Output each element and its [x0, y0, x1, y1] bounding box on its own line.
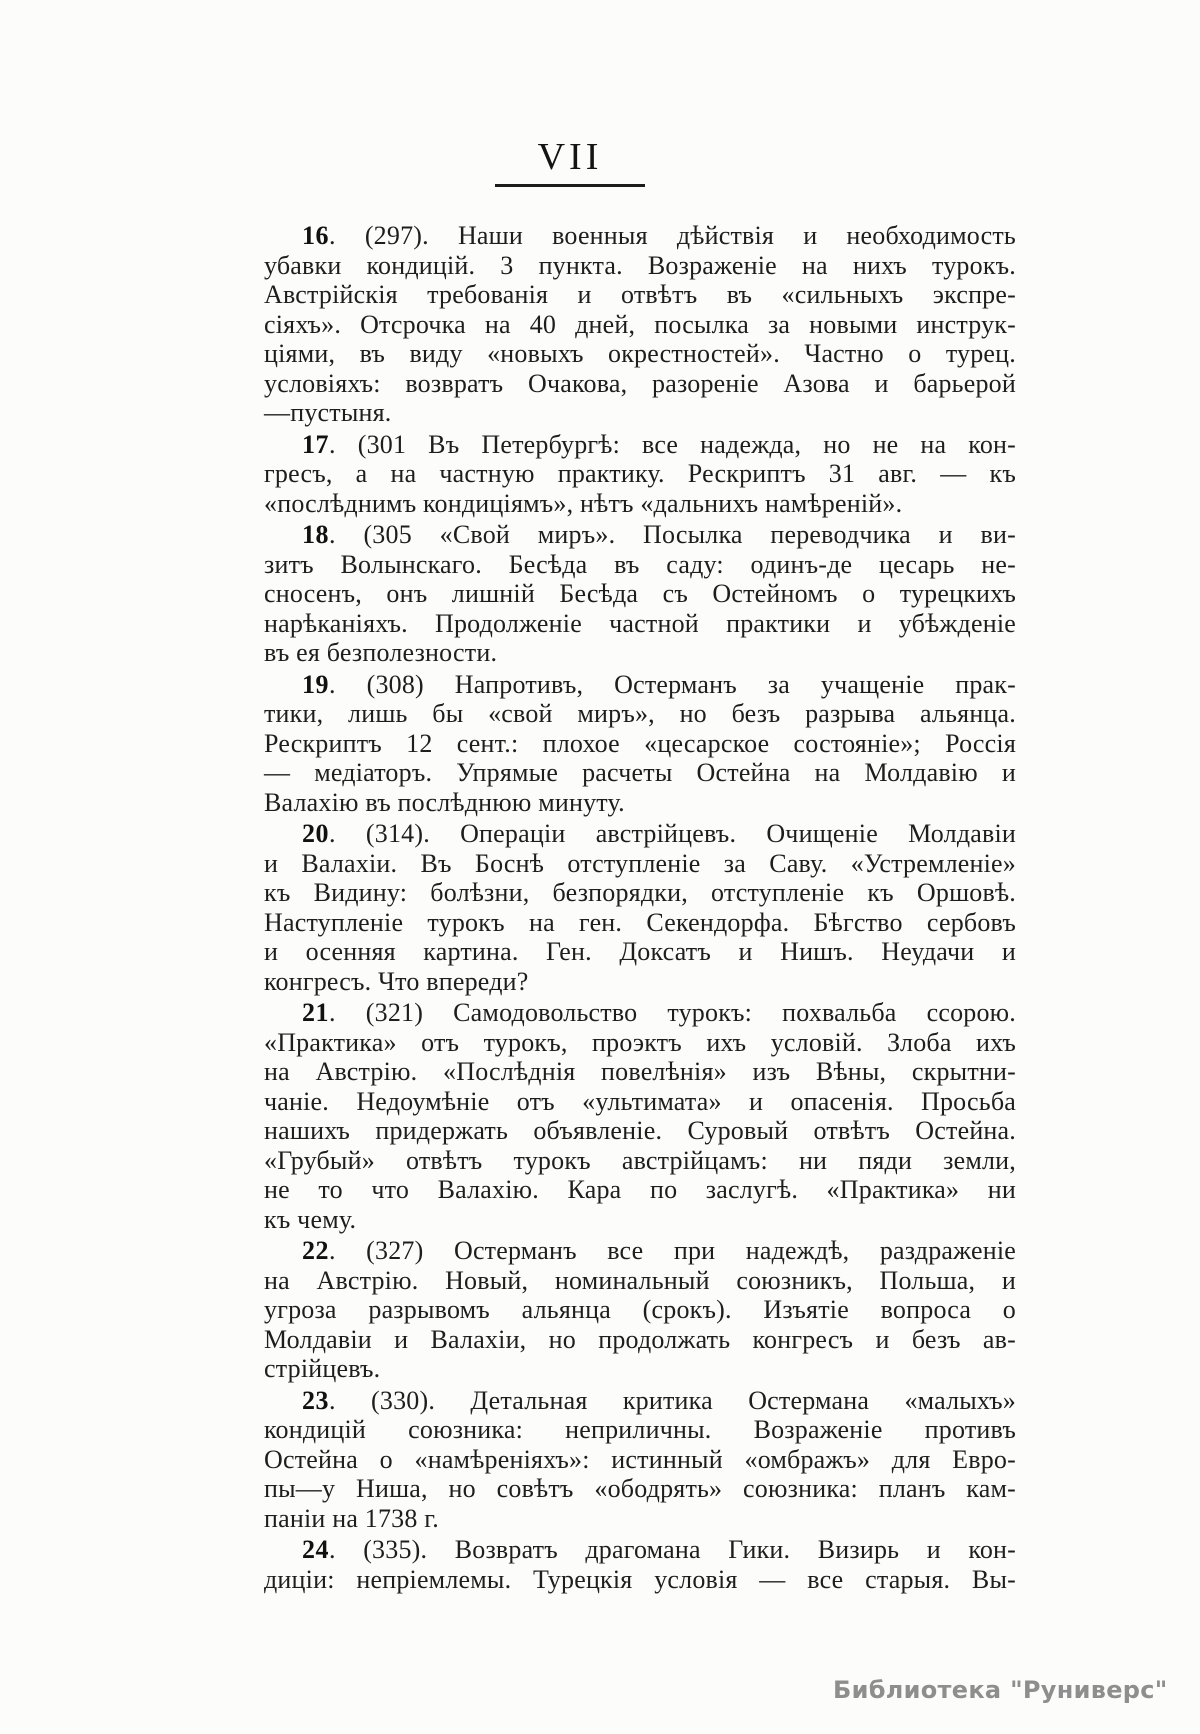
- entry-text-line: Австрійскія требованія и отвѣтъ въ «сильныхъ экспре-: [264, 280, 1016, 309]
- entry-text-line: сіяхъ». Отсрочка на 40 дней, посылка за новыми инструк-: [264, 309, 1016, 339]
- entry-text-line: Остейна о «намѣреніяхъ»: истинный «омбражъ» для Евро-: [264, 1444, 1016, 1474]
- entry-number: 24: [302, 1535, 329, 1564]
- entry-text-line: Молдавіи и Валахіи, но продолжать конгресъ и безъ ав-: [264, 1324, 1016, 1354]
- entry-text-line: конгресъ. Что впереди?: [264, 966, 529, 996]
- entry-text-line: кондицій союзника: неприличны. Возраженіе противъ: [264, 1415, 1016, 1444]
- entry-text-line: нарѣканіяхъ. Продолженіе частной практики и убѣжденіе: [264, 608, 1016, 638]
- entry-text-line: паніи на 1738 г.: [264, 1503, 439, 1533]
- entry-text-line: къ Видину: болѣзни, безпорядки, отступленіе къ Оршовѣ.: [264, 878, 1016, 907]
- entry-first-line: 17. (301 Въ Петербургѣ: все надежда, но не на кон-: [302, 429, 1016, 459]
- entry-number: 19: [302, 669, 329, 699]
- toc-entry-19: [264, 670, 1016, 818]
- entry-text-line: стрійцевъ.: [264, 1354, 381, 1383]
- page-header: [0, 138, 1200, 187]
- entry-text-line: «Практика» отъ турокъ, проэктъ ихъ условій. Злоба ихъ: [264, 1027, 1016, 1057]
- entry-first-line: 18. (305 «Свой миръ». Посылка переводчика и ви-: [302, 520, 1016, 549]
- entry-text-line: диціи: непріемлемы. Турецкія условія — все старыя. Вы-: [264, 1564, 1016, 1594]
- entry-text-line: къ чему.: [264, 1204, 357, 1234]
- entry-number: 21: [302, 998, 329, 1027]
- toc-entry-17: [264, 430, 1016, 519]
- entry-number: 18: [302, 520, 329, 549]
- entry-text-line: на Австрію. «Послѣднія повелѣнія» изъ Вѣны, скрытни-: [264, 1057, 1016, 1086]
- toc-entries: [264, 221, 1016, 1594]
- entry-text-line: чаніе. Недоумѣніе отъ «ультимата» и опасенія. Просьба: [264, 1086, 1016, 1116]
- entry-text-line: «послѣднимъ кондиціямъ», нѣтъ «дальнихъ намѣреній».: [264, 488, 903, 518]
- header-inner: [495, 138, 645, 187]
- runivers-watermark: Библиотека "Руниверс": [833, 1676, 1168, 1704]
- entry-text-line: пы—у Ниша, но совѣтъ «ободрять» союзника: планъ кам-: [264, 1474, 1016, 1503]
- entry-number: 16: [302, 221, 329, 250]
- toc-entry-23: [264, 1386, 1016, 1534]
- entry-text-line: нашихъ придержать объявленіе. Суровый отвѣтъ Остейна.: [264, 1116, 1016, 1145]
- toc-entry-21: [264, 998, 1016, 1234]
- entry-text-line: Наступленіе турокъ на ген. Секендорфа. Бѣгство сербовъ: [264, 907, 1016, 937]
- entry-first-line: 16. (297). Наши военныя дѣйствія и необходимость: [302, 221, 1016, 250]
- entry-number: 22: [302, 1236, 329, 1265]
- header-rule: [495, 184, 645, 187]
- entry-first-line: 24. (335). Возвратъ драгомана Гики. Визирь и кон-: [302, 1535, 1016, 1564]
- entry-first-line: 22. (327) Остерманъ все при надеждѣ, раздраженіе: [302, 1236, 1016, 1265]
- entry-first-line: 19. (308) Напротивъ, Остерманъ за учащеніе прак-: [302, 669, 1016, 699]
- entry-text-line: условіяхъ: возвратъ Очакова, разореніе Азова и барьерой: [264, 368, 1016, 398]
- entry-text-line: не то что Валахію. Кара по заслугѣ. «Практика» ни: [264, 1175, 1016, 1204]
- entry-text-line: «Грубый» отвѣтъ турокъ австрійцамъ: ни пяди земли,: [264, 1145, 1016, 1175]
- section-numeral: VII: [537, 136, 603, 178]
- entry-text-line: Валахію въ послѣднюю минуту.: [264, 787, 625, 817]
- entry-first-line: 23. (330). Детальная критика Остермана «малыхъ»: [302, 1385, 1016, 1415]
- entry-number: 23: [302, 1385, 329, 1415]
- entry-text-line: угроза разрывомъ альянца (срокъ). Изъятіе вопроса о: [264, 1295, 1016, 1324]
- toc-entry-18: [264, 520, 1016, 668]
- toc-entry-22: [264, 1236, 1016, 1384]
- entry-first-line: 21. (321) Самодовольство турокъ: похвальба ссорою.: [302, 998, 1016, 1027]
- entry-text-line: гресъ, а на частную практику. Рескриптъ 31 авг. — къ: [264, 459, 1016, 488]
- entry-number: 20: [302, 819, 329, 848]
- entry-text-line: убавки кондицій. 3 пункта. Возраженіе на нихъ турокъ.: [264, 250, 1016, 280]
- entry-text-line: сносенъ, онъ лишній Бесѣда съ Остейномъ о турецкихъ: [264, 579, 1016, 608]
- toc-entry-20: [264, 819, 1016, 996]
- entry-text-line: въ ея безполезности.: [264, 638, 498, 667]
- entry-text-line: и Валахіи. Въ Боснѣ отступленіе за Саву. «Устремленіе»: [264, 848, 1016, 878]
- entry-number: 17: [302, 429, 329, 459]
- entry-text-line: на Австрію. Новый, номинальный союзникъ, Польша, и: [264, 1265, 1016, 1295]
- entry-text-line: —пустыня.: [264, 398, 392, 427]
- entry-text-line: и осенняя картина. Ген. Доксатъ и Нишъ. Неудачи и: [264, 937, 1016, 966]
- entry-text-line: Рескриптъ 12 сент.: плохое «цесарское состояніе»; Россія: [264, 728, 1016, 758]
- entry-first-line: 20. (314). Операціи австрійцевъ. Очищеніе Молдавіи: [302, 819, 1016, 848]
- entry-text-line: тики, лишь бы «свой миръ», но безъ разрыва альянца.: [264, 699, 1016, 728]
- entry-text-line: зитъ Волынскаго. Бесѣда въ саду: одинъ-де цесарь не-: [264, 549, 1016, 579]
- toc-entry-16: [264, 221, 1016, 428]
- entry-text-line: — медіаторъ. Упрямые расчеты Остейна на Молдавію и: [264, 758, 1016, 787]
- toc-entry-24: [264, 1535, 1016, 1594]
- entry-text-line: ціями, въ виду «новыхъ окрестностей». Частно о турец.: [264, 339, 1016, 368]
